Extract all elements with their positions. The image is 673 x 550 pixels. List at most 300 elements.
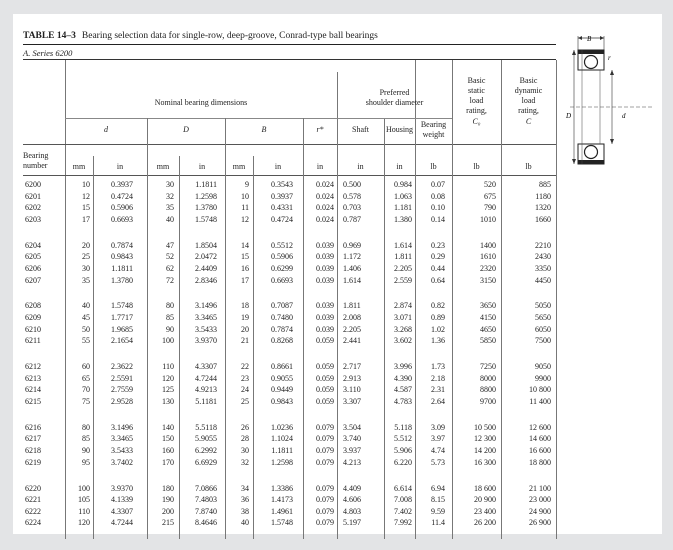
cell-dynamic-load-rating: 26 900	[529, 518, 551, 528]
cell-D-mm: 200	[162, 506, 174, 516]
cell-B-in: 1.1024	[271, 434, 293, 444]
cell-dynamic-load-rating: 14 600	[529, 434, 551, 444]
cell-shaft-diameter: 2.717	[343, 362, 361, 372]
cell-D-in: 7.4803	[195, 495, 217, 505]
cell-fillet-radius: 0.079	[316, 518, 334, 528]
cell-B-in: 0.4331	[271, 203, 293, 213]
col-divider	[147, 118, 148, 539]
col-divider	[384, 144, 385, 539]
cell-B-mm: 28	[241, 434, 249, 444]
dynamic-header-2: dynamic	[514, 86, 543, 95]
cell-housing-diameter: 4.587	[394, 385, 412, 395]
cell-static-load-rating: 790	[484, 203, 496, 213]
cell-housing-diameter: 5.118	[394, 422, 412, 432]
cell-B-in: 1.4173	[271, 495, 293, 505]
cell-static-load-rating: 675	[484, 191, 496, 201]
cell-D-mm: 190	[162, 495, 174, 505]
cell-static-load-rating: 4650	[480, 324, 496, 334]
cell-dynamic-load-rating: 1320	[535, 203, 551, 213]
cell-bearing-number: 6200	[25, 180, 41, 189]
cell-B-mm: 22	[241, 362, 249, 372]
cell-D-in: 5.9055	[195, 434, 217, 444]
cell-bearing-number: 6224	[25, 518, 41, 528]
cell-D-mm: 170	[162, 457, 174, 467]
cell-housing-diameter: 2.559	[394, 275, 412, 285]
cell-bearing-weight: 0.23	[431, 240, 445, 250]
cell-static-load-rating: 1010	[480, 214, 496, 224]
cell-static-load-rating: 26 200	[474, 518, 496, 528]
cell-B-in: 0.8268	[271, 336, 293, 346]
cell-B-mm: 16	[241, 263, 249, 273]
unit-static-lb: lb	[473, 162, 480, 171]
cell-d-in: 4.1339	[111, 495, 133, 505]
cell-fillet-radius: 0.039	[316, 252, 334, 262]
static-header-1: Basic	[467, 76, 486, 85]
cell-d-in: 3.3465	[111, 434, 133, 444]
cell-static-load-rating: 16 300	[474, 457, 496, 467]
cell-dynamic-load-rating: 5050	[535, 301, 551, 311]
cell-dynamic-load-rating: 6050	[535, 324, 551, 334]
cell-static-load-rating: 12 300	[474, 434, 496, 444]
cell-B-mm: 40	[241, 518, 249, 528]
cell-bearing-number: 6204	[25, 240, 41, 250]
diagram-r-label: r	[608, 54, 611, 62]
cell-bearing-number: 6213	[25, 373, 41, 383]
cell-D-mm: 62	[166, 263, 174, 273]
cell-fillet-radius: 0.039	[316, 301, 334, 311]
cell-fillet-radius: 0.079	[316, 434, 334, 444]
cell-shaft-diameter: 3.504	[343, 422, 361, 432]
cell-bearing-weight: 0.64	[431, 275, 445, 285]
cell-B-in: 0.5512	[271, 240, 293, 250]
cell-dynamic-load-rating: 1180	[535, 191, 551, 201]
header-divider	[23, 175, 556, 176]
cell-bearing-weight: 9.59	[431, 506, 445, 516]
cell-d-mm: 15	[82, 203, 90, 213]
cell-D-mm: 150	[162, 434, 174, 444]
unit-D-in: in	[198, 162, 206, 171]
cell-d-in: 0.4724	[111, 191, 133, 201]
cell-shaft-diameter: 4.606	[343, 495, 361, 505]
col-divider	[452, 144, 453, 539]
cell-d-mm: 85	[82, 434, 90, 444]
cell-d-in: 3.7402	[111, 457, 133, 467]
cell-fillet-radius: 0.059	[316, 373, 334, 383]
cell-d-in: 0.6693	[111, 214, 133, 224]
cell-static-load-rating: 1610	[480, 252, 496, 262]
cell-B-in: 0.4724	[271, 214, 293, 224]
cell-fillet-radius: 0.059	[316, 362, 334, 372]
cell-static-load-rating: 3650	[480, 301, 496, 311]
cell-dynamic-load-rating: 2210	[535, 240, 551, 250]
cell-B-in: 1.2598	[271, 457, 293, 467]
cell-d-in: 4.7244	[111, 518, 133, 528]
cell-fillet-radius: 0.079	[316, 422, 334, 432]
preferred-header-line2: shoulder diameter	[365, 98, 424, 107]
cell-housing-diameter: 6.614	[394, 483, 412, 493]
cell-d-mm: 45	[82, 313, 90, 322]
cell-bearing-number: 6203	[25, 214, 41, 224]
cell-housing-diameter: 4.783	[394, 396, 412, 406]
unit-B-in: in	[274, 162, 282, 171]
cell-D-in: 5.1181	[195, 396, 217, 406]
cell-D-in: 2.8346	[195, 275, 217, 285]
cell-D-mm: 110	[162, 362, 174, 372]
diagram-B-label: B	[587, 35, 592, 43]
cell-d-mm: 40	[82, 301, 90, 311]
cell-bearing-weight: 0.29	[431, 252, 445, 262]
cell-B-mm: 19	[241, 313, 249, 322]
cell-B-mm: 34	[241, 483, 249, 493]
cell-bearing-number: 6210	[25, 324, 41, 334]
cell-B-mm: 17	[241, 275, 249, 285]
cell-housing-diameter: 5.906	[394, 446, 412, 455]
nominal-header: Nominal bearing dimensions	[154, 98, 248, 107]
cell-housing-diameter: 1.811	[394, 252, 412, 262]
cell-fillet-radius: 0.024	[316, 191, 334, 201]
cell-dynamic-load-rating: 11 400	[529, 396, 551, 406]
d-header: d	[104, 125, 108, 134]
weight-header-line1: Bearing	[420, 120, 447, 129]
cell-shaft-diameter: 2.205	[343, 324, 361, 334]
cell-static-load-rating: 8800	[480, 385, 496, 395]
cell-shaft-diameter: 0.969	[343, 240, 361, 250]
diagram-D-label: D	[566, 112, 572, 120]
col-divider	[303, 118, 304, 539]
cell-bearing-number: 6215	[25, 396, 41, 406]
cell-static-load-rating: 3150	[480, 275, 496, 285]
bearing-number-header-1: Bearing	[23, 151, 49, 160]
B-header: B	[261, 125, 267, 134]
cell-D-in: 4.9213	[195, 385, 217, 395]
cell-bearing-weight: 4.74	[431, 446, 445, 455]
cell-D-in: 1.2598	[195, 191, 217, 201]
cell-d-in: 1.7717	[111, 313, 133, 322]
cell-static-load-rating: 7250	[480, 362, 496, 372]
unit-r-in: in	[316, 162, 324, 171]
cell-d-in: 2.7559	[111, 385, 133, 395]
cell-static-load-rating: 14 200	[474, 446, 496, 455]
cell-D-in: 3.5433	[195, 324, 217, 334]
cell-fillet-radius: 0.059	[316, 385, 334, 395]
cell-B-in: 1.5748	[271, 518, 293, 528]
cell-B-in: 1.3386	[271, 483, 293, 493]
cell-dynamic-load-rating: 18 800	[529, 457, 551, 467]
cell-dynamic-load-rating: 7500	[535, 336, 551, 346]
cell-D-mm: 160	[162, 446, 174, 455]
cell-d-mm: 55	[82, 336, 90, 346]
cell-static-load-rating: 520	[484, 180, 496, 189]
cell-D-in: 1.8504	[195, 240, 217, 250]
cell-B-in: 0.6693	[271, 275, 293, 285]
cell-bearing-number: 6207	[25, 275, 41, 285]
cell-dynamic-load-rating: 9900	[535, 373, 551, 383]
cell-d-mm: 95	[82, 457, 90, 467]
cell-d-mm: 90	[82, 446, 90, 455]
cell-fillet-radius: 0.024	[316, 214, 334, 224]
cell-d-mm: 120	[78, 518, 90, 528]
dynamic-header-5: C	[525, 117, 532, 126]
cell-d-mm: 17	[82, 214, 90, 224]
cell-static-load-rating: 4150	[480, 313, 496, 322]
cell-B-in: 1.0236	[271, 422, 293, 432]
cell-fillet-radius: 0.059	[316, 336, 334, 346]
cell-shaft-diameter: 1.172	[343, 252, 361, 262]
cell-B-mm: 30	[241, 446, 249, 455]
cell-dynamic-load-rating: 2430	[535, 252, 551, 262]
cell-dynamic-load-rating: 9050	[535, 362, 551, 372]
cell-d-mm: 100	[78, 483, 90, 493]
cell-bearing-weight: 2.18	[431, 373, 445, 383]
static-header-2: static	[468, 86, 485, 95]
cell-D-in: 4.7244	[195, 373, 217, 383]
table-title	[23, 31, 378, 41]
cell-shaft-diameter: 0.703	[343, 203, 361, 213]
top-rule	[23, 44, 556, 45]
cell-B-mm: 18	[241, 301, 249, 311]
cell-D-in: 1.5748	[195, 214, 217, 224]
bearing-number-header-2: number	[23, 161, 48, 170]
cell-housing-diameter: 1.614	[394, 240, 412, 250]
col-divider	[253, 156, 254, 539]
static-header-3: load	[469, 96, 484, 105]
r-header: r*	[316, 125, 324, 134]
cell-B-mm: 20	[241, 324, 249, 334]
cell-B-in: 0.7480	[271, 313, 293, 322]
cell-shaft-diameter: 2.913	[343, 373, 361, 383]
cell-D-mm: 32	[166, 191, 174, 201]
cell-housing-diameter: 7.402	[394, 506, 412, 516]
cell-d-in: 1.5748	[111, 301, 133, 311]
cell-bearing-number: 6211	[25, 336, 41, 346]
cell-B-mm: 38	[241, 506, 249, 516]
cell-dynamic-load-rating: 4450	[535, 275, 551, 285]
cell-bearing-number: 6201	[25, 191, 41, 201]
D-header: D	[183, 125, 189, 134]
static-header-5: C₀	[472, 117, 481, 126]
cell-static-load-rating: 1400	[480, 240, 496, 250]
cell-d-in: 0.7874	[111, 240, 133, 250]
cell-fillet-radius: 0.039	[316, 240, 334, 250]
cell-D-mm: 130	[162, 396, 174, 406]
cell-bearing-weight: 1.02	[431, 324, 445, 334]
unit-D-mm: mm	[156, 162, 170, 171]
cell-shaft-diameter: 1.614	[343, 275, 361, 285]
unit-shaft-in: in	[357, 162, 364, 171]
cell-d-mm: 110	[78, 506, 90, 516]
cell-D-mm: 90	[166, 324, 174, 334]
col-divider	[501, 144, 502, 539]
cell-shaft-diameter: 3.937	[343, 446, 361, 455]
cell-bearing-number: 6209	[25, 313, 41, 322]
cell-D-mm: 120	[162, 373, 174, 383]
cell-d-in: 3.1496	[111, 422, 133, 432]
cell-d-in: 0.5906	[111, 203, 133, 213]
cell-B-in: 0.8661	[271, 362, 293, 372]
cell-bearing-weight: 0.14	[431, 214, 445, 224]
cell-housing-diameter: 3.268	[394, 324, 412, 334]
cell-B-mm: 12	[241, 214, 249, 224]
cell-D-in: 6.6929	[195, 457, 217, 467]
cell-D-in: 6.2992	[195, 446, 217, 455]
cell-shaft-diameter: 1.406	[343, 263, 361, 273]
cell-shaft-diameter: 2.441	[343, 336, 361, 346]
cell-d-in: 2.3622	[111, 362, 133, 372]
cell-bearing-number: 6202	[25, 203, 41, 213]
cell-B-mm: 23	[241, 373, 249, 383]
cell-housing-diameter: 3.602	[394, 336, 412, 346]
cell-d-in: 1.9685	[111, 324, 133, 334]
col-divider	[556, 60, 557, 539]
cell-d-mm: 12	[82, 191, 90, 201]
cell-d-in: 1.1811	[111, 263, 133, 273]
cell-d-mm: 10	[82, 180, 90, 189]
cell-fillet-radius: 0.059	[316, 396, 334, 406]
diagram-d-label: d	[622, 112, 626, 120]
shaft-header: Shaft	[352, 125, 369, 134]
cell-B-in: 0.9055	[271, 373, 293, 383]
cell-B-mm: 21	[241, 336, 249, 346]
cell-dynamic-load-rating: 10 800	[529, 385, 551, 395]
cell-housing-diameter: 3.071	[394, 313, 412, 322]
cell-B-mm: 14	[241, 240, 249, 250]
unit-dynamic-lb: lb	[525, 162, 532, 171]
cell-D-in: 4.3307	[195, 362, 217, 372]
cell-fillet-radius: 0.024	[316, 203, 334, 213]
cell-shaft-diameter: 4.213	[343, 457, 361, 467]
cell-B-in: 0.9449	[271, 385, 293, 395]
cell-shaft-diameter: 4.409	[343, 483, 361, 493]
cell-B-mm: 24	[241, 385, 249, 395]
cell-bearing-weight: 0.89	[431, 313, 445, 322]
cell-d-mm: 75	[82, 396, 90, 406]
cell-shaft-diameter: 3.110	[343, 385, 361, 395]
col-divider	[179, 156, 180, 539]
housing-header: Housing	[385, 125, 414, 134]
cell-D-mm: 40	[166, 214, 174, 224]
cell-dynamic-load-rating: 23 000	[529, 495, 551, 505]
cell-B-mm: 26	[241, 422, 249, 432]
cell-fillet-radius: 0.079	[316, 483, 334, 493]
table-label: TABLE 14–3	[23, 31, 76, 41]
cell-d-mm: 20	[82, 240, 90, 250]
cell-D-mm: 215	[162, 518, 174, 528]
cell-dynamic-load-rating: 5650	[535, 313, 551, 322]
cell-shaft-diameter: 1.811	[343, 301, 361, 311]
unit-d-in: in	[116, 162, 124, 171]
cell-dynamic-load-rating: 1660	[535, 214, 551, 224]
cell-B-in: 1.1811	[271, 446, 293, 455]
cell-D-mm: 30	[166, 180, 174, 189]
cell-bearing-number: 6205	[25, 252, 41, 262]
cell-fillet-radius: 0.039	[316, 263, 334, 273]
cell-shaft-diameter: 3.307	[343, 396, 361, 406]
table-caption: Bearing selection data for single-row, deep-groove, Conrad-type ball bearings	[81, 31, 378, 41]
cell-bearing-weight: 3.09	[431, 422, 445, 432]
cell-dynamic-load-rating: 16 600	[529, 446, 551, 455]
cell-housing-diameter: 3.996	[394, 362, 412, 372]
cell-d-in: 2.9528	[111, 396, 133, 406]
cell-B-in: 0.7087	[271, 301, 293, 311]
cell-bearing-number: 6219	[25, 457, 41, 467]
series-rule	[23, 59, 556, 60]
cell-bearing-weight: 3.97	[431, 434, 445, 444]
cell-B-in: 1.4961	[271, 506, 293, 516]
cell-housing-diameter: 1.063	[394, 191, 412, 201]
cell-shaft-diameter: 2.008	[343, 313, 361, 322]
dynamic-header-1: Basic	[519, 76, 538, 85]
cell-shaft-diameter: 0.500	[343, 180, 361, 189]
cell-static-load-rating: 2320	[480, 263, 496, 273]
cell-shaft-diameter: 3.740	[343, 434, 361, 444]
cell-d-in: 0.9843	[111, 252, 133, 262]
cell-d-mm: 65	[82, 373, 90, 383]
cell-d-mm: 80	[82, 422, 90, 432]
header-divider	[23, 144, 556, 145]
cell-bearing-number: 6218	[25, 446, 41, 455]
cell-bearing-number: 6217	[25, 434, 41, 444]
cell-B-in: 0.3543	[271, 180, 293, 189]
header-divider	[65, 118, 452, 119]
cell-bearing-weight: 0.10	[431, 203, 445, 213]
cell-D-mm: 52	[166, 252, 174, 262]
cell-dynamic-load-rating: 12 600	[529, 422, 551, 432]
cell-D-mm: 72	[166, 275, 174, 285]
col-divider	[337, 144, 338, 539]
cell-bearing-number: 6220	[25, 483, 41, 493]
cell-housing-diameter: 2.205	[394, 263, 412, 273]
cell-bearing-number: 6214	[25, 385, 41, 395]
cell-d-mm: 70	[82, 385, 90, 395]
cell-bearing-number: 6221	[25, 495, 41, 505]
cell-static-load-rating: 5850	[480, 336, 496, 346]
cell-d-mm: 50	[82, 324, 90, 334]
cell-fillet-radius: 0.079	[316, 446, 334, 455]
cell-d-in: 4.3307	[111, 506, 133, 516]
cell-static-load-rating: 20 900	[474, 495, 496, 505]
cell-B-mm: 15	[241, 252, 249, 262]
cell-D-mm: 180	[162, 483, 174, 493]
col-divider	[225, 118, 226, 539]
cell-fillet-radius: 0.079	[316, 495, 334, 505]
preferred-header-line1: Preferred	[379, 88, 410, 97]
col-divider	[415, 144, 416, 539]
cell-bearing-number: 6216	[25, 422, 41, 432]
cell-d-in: 2.1654	[111, 336, 133, 346]
series-label: A. Series 6200	[23, 48, 73, 58]
cell-shaft-diameter: 0.578	[343, 191, 361, 201]
cell-bearing-weight: 1.36	[431, 336, 445, 346]
document-page	[13, 14, 662, 534]
cell-bearing-weight: 0.08	[431, 191, 445, 201]
cell-D-in: 8.4646	[195, 518, 217, 528]
cell-fillet-radius: 0.039	[316, 275, 334, 285]
col-divider	[93, 156, 94, 539]
cell-D-in: 3.9370	[195, 336, 217, 346]
cell-fillet-radius: 0.024	[316, 180, 334, 189]
cell-bearing-weight: 1.73	[431, 362, 445, 372]
cell-D-in: 7.0866	[195, 483, 217, 493]
cell-bearing-weight: 2.64	[431, 396, 445, 406]
cell-bearing-number: 6208	[25, 301, 41, 311]
cell-d-mm: 30	[82, 263, 90, 273]
cell-B-mm: 32	[241, 457, 249, 467]
cell-fillet-radius: 0.039	[316, 324, 334, 334]
cell-bearing-weight: 2.31	[431, 385, 445, 395]
cell-d-in: 2.5591	[111, 373, 133, 383]
cell-D-mm: 85	[166, 313, 174, 322]
cell-D-mm: 100	[162, 336, 174, 346]
